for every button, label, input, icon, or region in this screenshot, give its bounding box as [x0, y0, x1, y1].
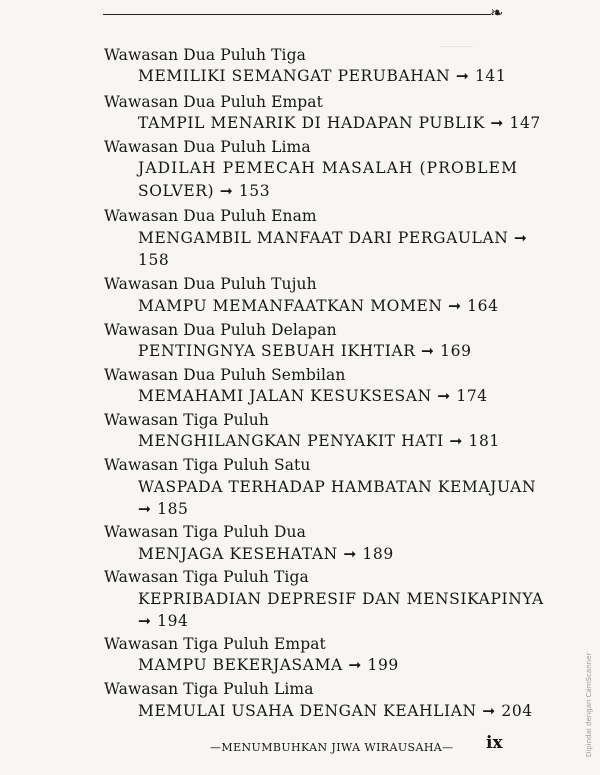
toc-entry-title: MAMPU MEMANFAATKAN MOMEN ➞ 164	[138, 297, 499, 315]
toc-entry-heading: Wawasan Tiga Puluh Empat	[104, 635, 326, 653]
toc-entry-title: MEMILIKI SEMANGAT PERUBAHAN ➞ 141	[138, 67, 507, 85]
toc-entry-title: TAMPIL MENARIK DI HADAPAN PUBLIK ➞ 147	[138, 114, 541, 132]
toc-entry-title: MEMULAI USAHA DENGAN KEAHLIAN ➞ 204	[138, 702, 533, 720]
toc-entry-title-continued: SOLVER) ➞ 153	[138, 182, 271, 200]
header-rule	[103, 14, 491, 15]
flourish-icon: ❧	[490, 3, 504, 22]
toc-entry-title: MENGAMBIL MANFAAT DARI PERGAULAN ➞	[138, 229, 528, 247]
toc-entry-heading: Wawasan Dua Puluh Tujuh	[104, 275, 317, 293]
show-through: ────	[440, 40, 474, 55]
toc-entry-heading: Wawasan Tiga Puluh Tiga	[104, 568, 309, 586]
toc-entry-title: PENTINGNYA SEBUAH IKHTIAR ➞ 169	[138, 342, 472, 360]
toc-entry-title-continued: ➞ 185	[138, 500, 189, 518]
toc-entry-title-continued: ➞ 194	[138, 612, 189, 630]
toc-entry-title: WASPADA TERHADAP HAMBATAN KEMAJUAN	[138, 478, 537, 496]
toc-entry-title-continued: 158	[138, 251, 170, 269]
toc-entry-heading: Wawasan Dua Puluh Tiga	[104, 46, 306, 64]
toc-entry-heading: Wawasan Tiga Puluh Lima	[104, 680, 314, 698]
toc-entry-heading: Wawasan Dua Puluh Delapan	[104, 321, 337, 339]
toc-entry-title: MEMAHAMI JALAN KESUKSESAN ➞ 174	[138, 387, 488, 405]
toc-entry-title: JADILAH PEMECAH MASALAH (PROBLEM	[138, 159, 519, 177]
running-footer-title: —MENUMBUHKAN JIWA WIRAUSAHA—	[210, 741, 454, 754]
scanner-watermark-text: Dipindai dengan CamScanner	[585, 652, 593, 757]
toc-entry-title: KEPRIBADIAN DEPRESIF DAN MENSIKAPINYA	[138, 590, 544, 608]
toc-entry-heading: Wawasan Tiga Puluh Dua	[104, 523, 306, 541]
toc-entry-title: MENGHILANGKAN PENYAKIT HATI ➞ 181	[138, 432, 500, 450]
scanner-watermark	[584, 650, 594, 760]
page-number: ix	[486, 733, 503, 753]
toc-entry-title: MENJAGA KESEHATAN ➞ 189	[138, 545, 394, 563]
toc-entry-title: MAMPU BEKERJASAMA ➞ 199	[138, 656, 399, 674]
toc-entry-heading: Wawasan Tiga Puluh	[104, 411, 269, 429]
toc-entry-heading: Wawasan Tiga Puluh Satu	[104, 456, 311, 474]
toc-entry-heading: Wawasan Dua Puluh Lima	[104, 138, 311, 156]
toc-entry-heading: Wawasan Dua Puluh Empat	[104, 93, 323, 111]
toc-entry-heading: Wawasan Dua Puluh Enam	[104, 207, 317, 225]
toc-entry-heading: Wawasan Dua Puluh Sembilan	[104, 366, 346, 384]
